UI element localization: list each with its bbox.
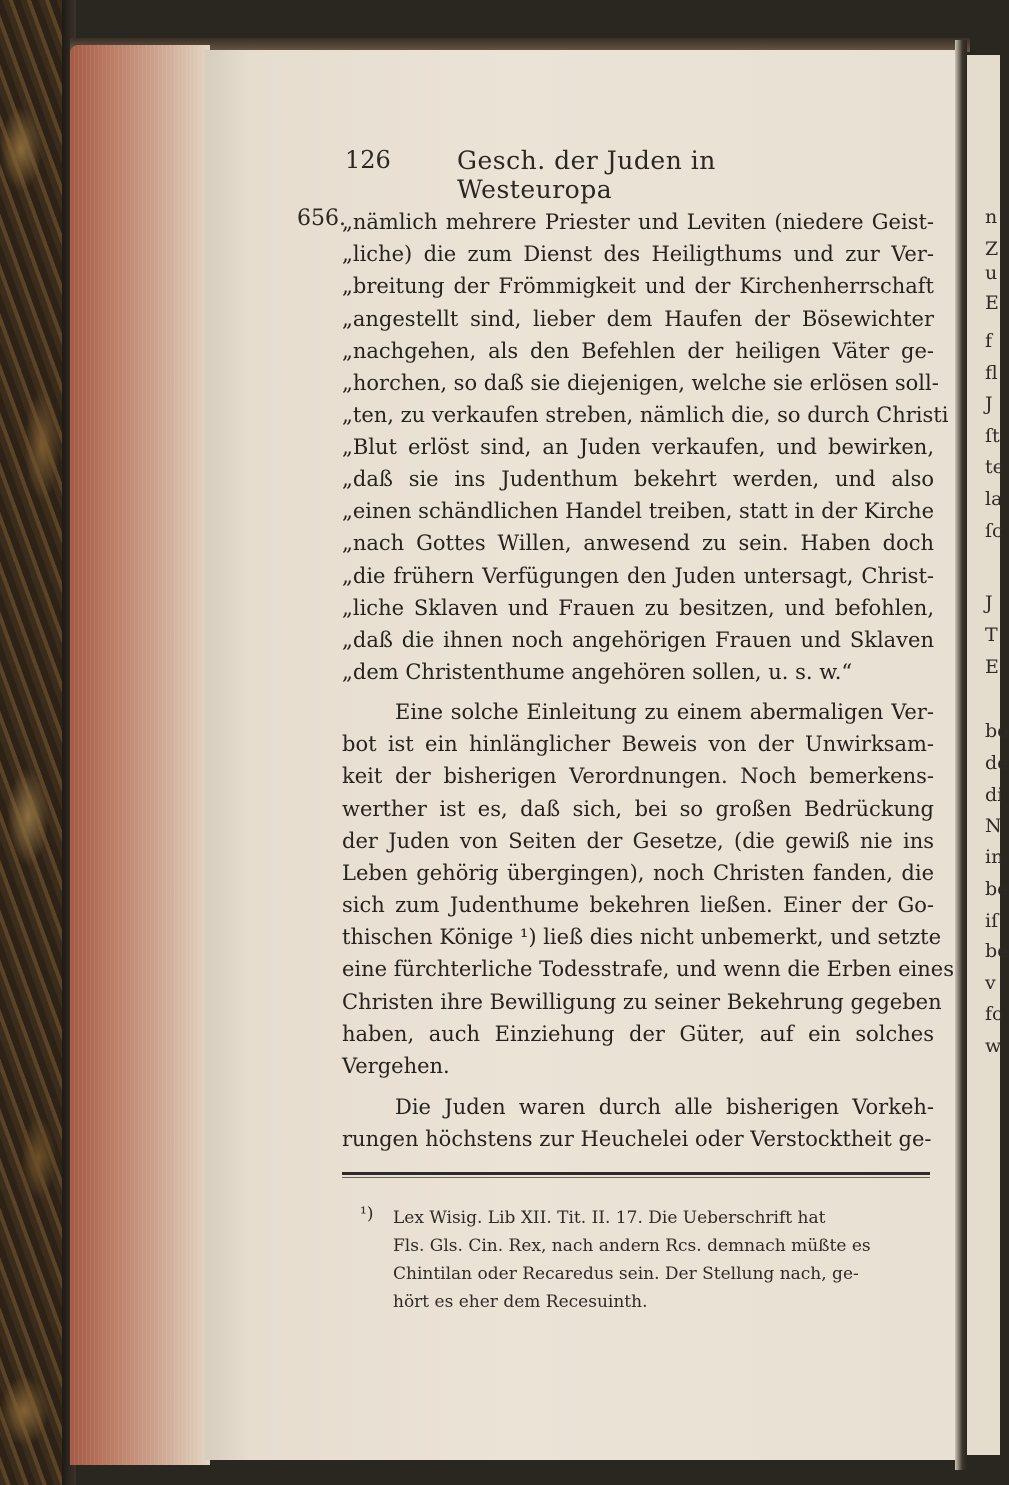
text-line: „nach Gottes Willen, anwesend zu sein. Haben doch bbox=[342, 531, 934, 555]
facing-page-fragment: bo bbox=[985, 720, 1009, 742]
facing-page-fragment: in bbox=[985, 846, 1004, 868]
text-line: „daß die ihnen noch angehörigen Frauen und Sklaven bbox=[342, 628, 934, 652]
text-line: „angestellt sind, lieber dem Haufen der Bösewichter bbox=[342, 307, 934, 331]
text-line: bot ist ein hinlänglicher Beweis von der Unwirksam- bbox=[342, 732, 934, 756]
facing-page-fragment: la bbox=[985, 488, 1003, 510]
text-line: „einen schändlichen Handel treiben, statt in der Kirche bbox=[342, 499, 935, 523]
text-line: „daß sie ins Judenthum bekehrt werden, und also bbox=[342, 467, 934, 491]
page-number: 126 bbox=[345, 146, 391, 174]
text-line: der Juden von Seiten der Gesetze, (die gewiß nie ins bbox=[342, 829, 934, 853]
facing-page-fragment: w bbox=[985, 1035, 1002, 1057]
footnote-line: Lex Wisig. Lib XII. Tit. II. 17. Die Ueberschrift hat bbox=[393, 1208, 826, 1228]
facing-page-fragment: J bbox=[985, 592, 993, 614]
facing-page-fragment: T bbox=[985, 624, 998, 646]
facing-page-fragment: ſt bbox=[985, 425, 1000, 447]
facing-page-fragment: N bbox=[985, 815, 1002, 837]
text-line: „ten, zu verkaufen streben, nämlich die, so durch Christi bbox=[342, 403, 949, 427]
footnote-rule-thin bbox=[342, 1177, 930, 1178]
text-line: Leben gehörig übergingen), noch Christen fanden, die bbox=[342, 861, 934, 885]
running-header bbox=[345, 146, 845, 204]
text-line: haben, auch Einziehung der Güter, auf ein solches bbox=[342, 1022, 934, 1046]
facing-page-fragment: v bbox=[985, 972, 996, 994]
marbled-cover bbox=[0, 0, 70, 1485]
facing-page-fragment: E bbox=[985, 656, 999, 678]
facing-page-fragment: f bbox=[985, 330, 993, 352]
footnote-line: hört es eher dem Recesuinth. bbox=[393, 1292, 648, 1312]
facing-page-fragment: te bbox=[985, 456, 1004, 478]
facing-page-fragment: ſc bbox=[985, 520, 1003, 542]
facing-page-fragment: Z bbox=[985, 238, 999, 260]
text-line: „dem Christenthume angehören sollen, u. s. w.“ bbox=[342, 660, 853, 684]
facing-page-fragment: n bbox=[985, 206, 998, 228]
text-line: keit der bisherigen Verordnungen. Noch bemerkens- bbox=[342, 764, 934, 788]
text-line: „liche Sklaven und Frauen zu besitzen, und befohlen, bbox=[342, 596, 934, 620]
facing-page-fragment: be bbox=[985, 940, 1009, 962]
text-line: „nämlich mehrere Priester und Leviten (niedere Geist- bbox=[342, 210, 934, 234]
footnote-line: Fls. Gls. Cin. Rex, nach andern Rcs. demnach müßte es bbox=[393, 1236, 871, 1256]
text-line: Vergehen. bbox=[342, 1054, 450, 1078]
text-line: „breitung der Frömmigkeit und der Kirchenherrschaft bbox=[342, 274, 934, 298]
text-line: „liche) die zum Dienst des Heiligthums und zur Ver- bbox=[342, 242, 934, 266]
footnote-mark: ¹) bbox=[360, 1204, 374, 1224]
text-line: „nachgehen, als den Befehlen der heiligen Väter ge- bbox=[342, 339, 934, 363]
text-line: „die frühern Verfügungen den Juden untersagt, Christ- bbox=[342, 564, 934, 588]
running-title: Gesch. der Juden in Westeuropa bbox=[457, 146, 716, 204]
facing-page-fragment: fo bbox=[985, 1003, 1004, 1025]
text-line: werther ist es, daß sich, bei so großen Bedrückung bbox=[342, 797, 934, 821]
facing-page-fragment: E bbox=[985, 292, 999, 314]
book-gutter bbox=[955, 40, 967, 1470]
text-line: „Blut erlöst sind, an Juden verkaufen, und bewirken, bbox=[342, 435, 934, 459]
facing-page-fragment: fl bbox=[985, 362, 998, 384]
text-line: sich zum Judenthume bekehren ließen. Einer der Go- bbox=[342, 893, 934, 917]
margin-year: 656. bbox=[297, 206, 346, 231]
facing-page-fragment: u bbox=[985, 262, 998, 284]
text-line: Die Juden waren durch alle bisherigen Vorkeh- bbox=[395, 1095, 934, 1119]
text-line: Christen ihre Bewilligung zu seiner Bekehrung gegeben bbox=[342, 990, 942, 1014]
text-line: thischen Könige ¹) ließ dies nicht unbemerkt, und setzte bbox=[342, 925, 942, 949]
page-edges bbox=[70, 45, 210, 1465]
facing-page-fragment: de bbox=[985, 752, 1009, 774]
facing-page-fragment: J bbox=[985, 393, 993, 415]
text-line: Eine solche Einleitung zu einem abermaligen Ver- bbox=[395, 700, 934, 724]
facing-page-fragment: be bbox=[985, 878, 1009, 900]
footnote-rule bbox=[342, 1172, 930, 1175]
text-line: „horchen, so daß sie diejenigen, welche sie erlösen soll- bbox=[342, 371, 939, 395]
text-line: rungen höchstens zur Heuchelei oder Verstocktheit ge- bbox=[342, 1127, 932, 1151]
footnote-line: Chintilan oder Recaredus sein. Der Stellung nach, ge- bbox=[393, 1264, 859, 1284]
text-line: eine fürchterliche Todesstrafe, und wenn die Erben eines bbox=[342, 957, 954, 981]
facing-page-fragment: iſ bbox=[985, 910, 999, 932]
facing-page-fragment: di bbox=[985, 784, 1004, 806]
